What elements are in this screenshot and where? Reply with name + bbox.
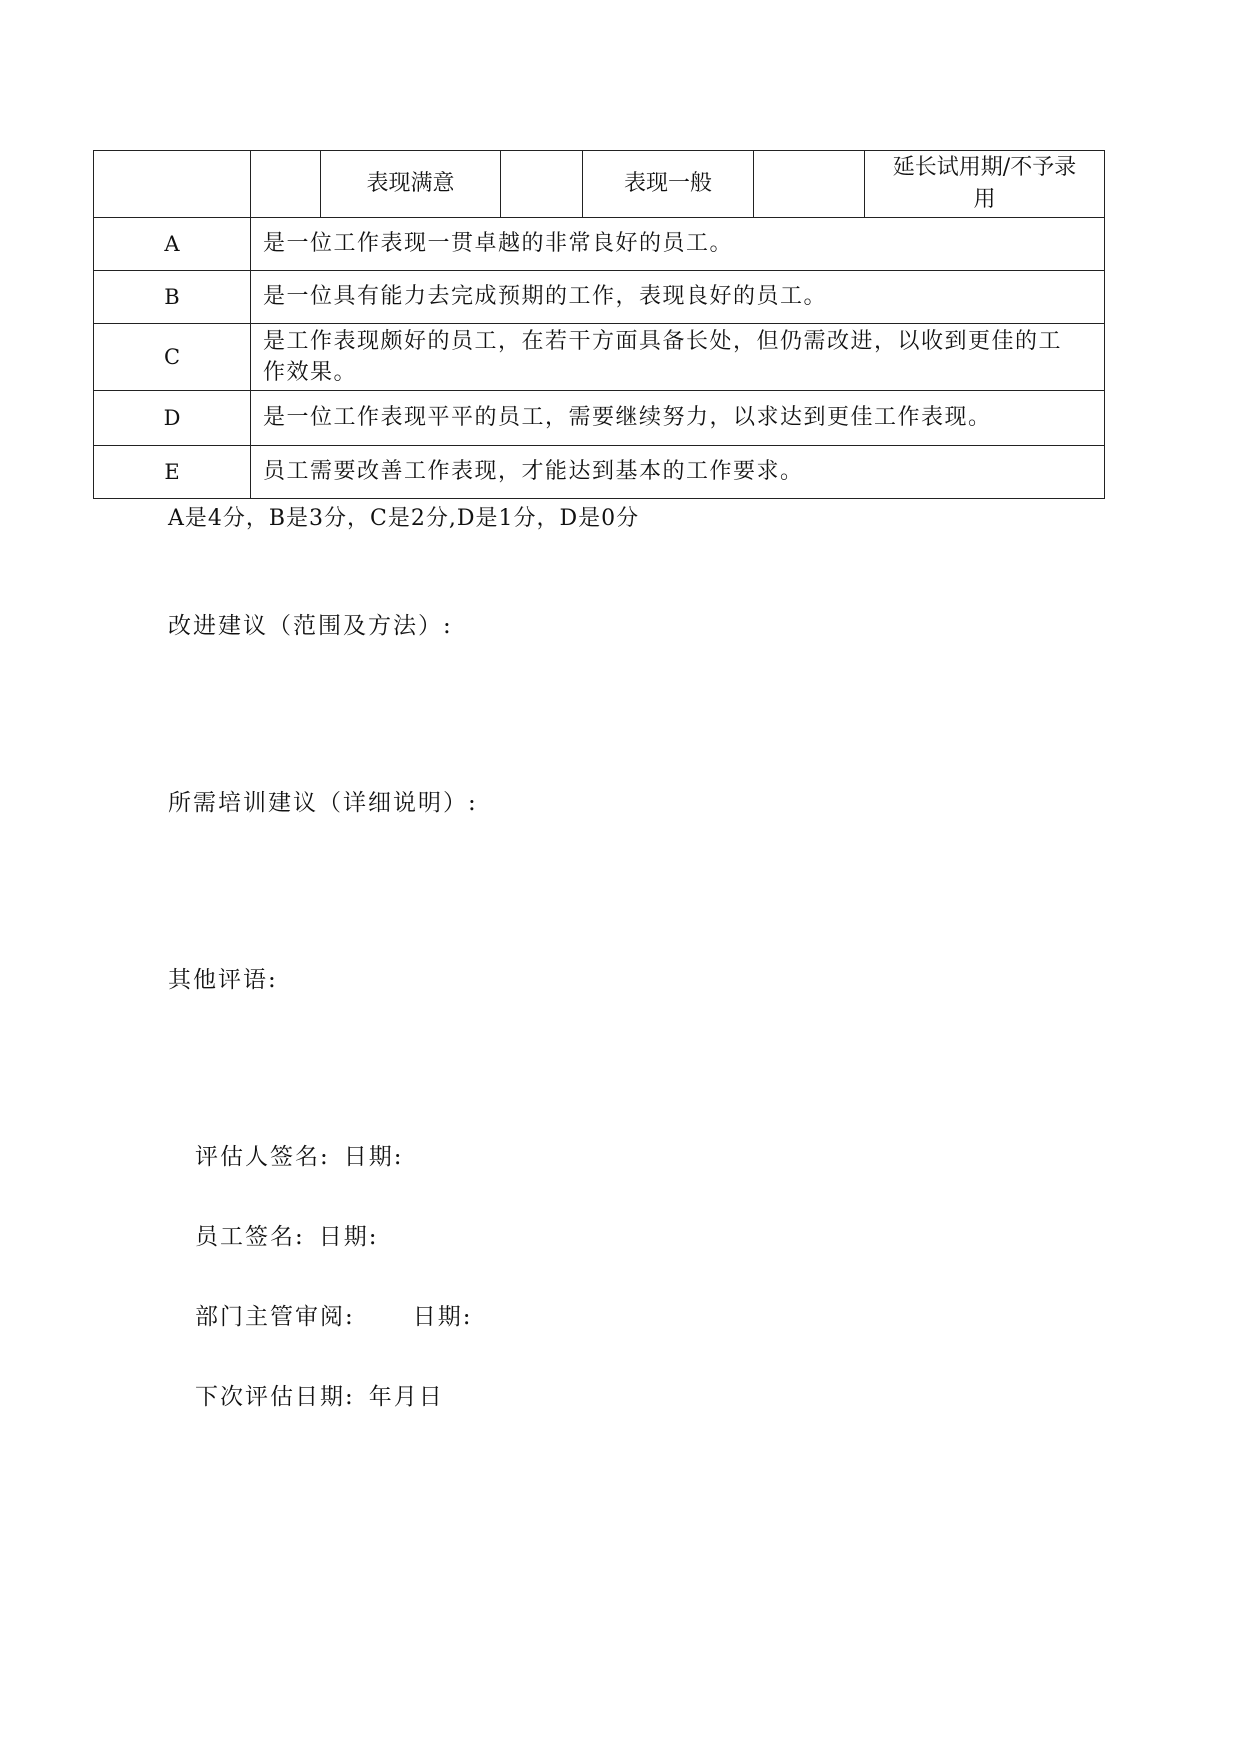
improvement-suggestions-label: 改进建议（范围及方法）: <box>168 613 453 639</box>
grade-letter: C <box>94 324 251 391</box>
next-evaluation-label: 下次评估日期: <box>195 1384 355 1410</box>
next-evaluation-date-line <box>195 1378 444 1411</box>
supervisor-review-label: 部门主管审阅: <box>195 1304 355 1330</box>
grade-description: 员工需要改善工作表现，才能达到基本的工作要求。 <box>251 446 1105 499</box>
employee-date-label: 日期: <box>318 1224 379 1250</box>
table-row <box>94 446 1105 499</box>
supervisor-review-line <box>195 1298 473 1331</box>
grade-description: 是一位工作表现平平的员工，需要继续努力，以求达到更佳工作表现。 <box>251 391 1105 446</box>
evaluator-signature-line <box>195 1138 404 1171</box>
grade-letter: A <box>94 218 251 271</box>
grade-description-line2: 作效果。 <box>263 360 358 385</box>
header-cell-empty <box>94 151 251 218</box>
table-row <box>94 324 1105 391</box>
grade-description: 是一位具有能力去完成预期的工作，表现良好的员工。 <box>251 271 1105 324</box>
header-extend-line2: 用 <box>973 187 996 212</box>
grade-description <box>251 324 1105 391</box>
grade-description-line1: 是工作表现颇好的员工，在若干方面具备长处，但仍需改进，以收到更佳的工 <box>263 329 1063 354</box>
grade-definition-table <box>93 150 1105 499</box>
grade-letter: D <box>94 391 251 446</box>
employee-signature-line <box>195 1218 379 1251</box>
other-comments-label: 其他评语: <box>168 967 278 993</box>
satisfied-checkbox-cell[interactable] <box>251 151 321 218</box>
header-extend-line1: 延长试用期/不予录 <box>892 155 1077 180</box>
table-header-row <box>94 151 1105 218</box>
evaluator-date-label: 日期: <box>343 1144 404 1170</box>
grade-description: 是一位工作表现一贯卓越的非常良好的员工。 <box>251 218 1105 271</box>
score-note: A是4分，B是3分，C是2分,D是1分，D是0分 <box>168 506 640 531</box>
employee-signature-label: 员工签名: <box>195 1224 305 1250</box>
header-satisfied: 表现满意 <box>321 151 501 218</box>
training-suggestions-label: 所需培训建议（详细说明）: <box>168 790 478 816</box>
grade-letter: E <box>94 446 251 499</box>
grade-letter: B <box>94 271 251 324</box>
supervisor-date-label: 日期: <box>412 1304 473 1330</box>
table-row <box>94 391 1105 446</box>
header-average: 表现一般 <box>583 151 754 218</box>
evaluator-signature-label: 评估人签名: <box>195 1144 330 1170</box>
table-row <box>94 218 1105 271</box>
extend-checkbox-cell[interactable] <box>754 151 865 218</box>
next-evaluation-value: 年月日 <box>368 1384 444 1410</box>
table-row <box>94 271 1105 324</box>
header-extend-probation <box>865 151 1105 218</box>
average-checkbox-cell[interactable] <box>501 151 583 218</box>
